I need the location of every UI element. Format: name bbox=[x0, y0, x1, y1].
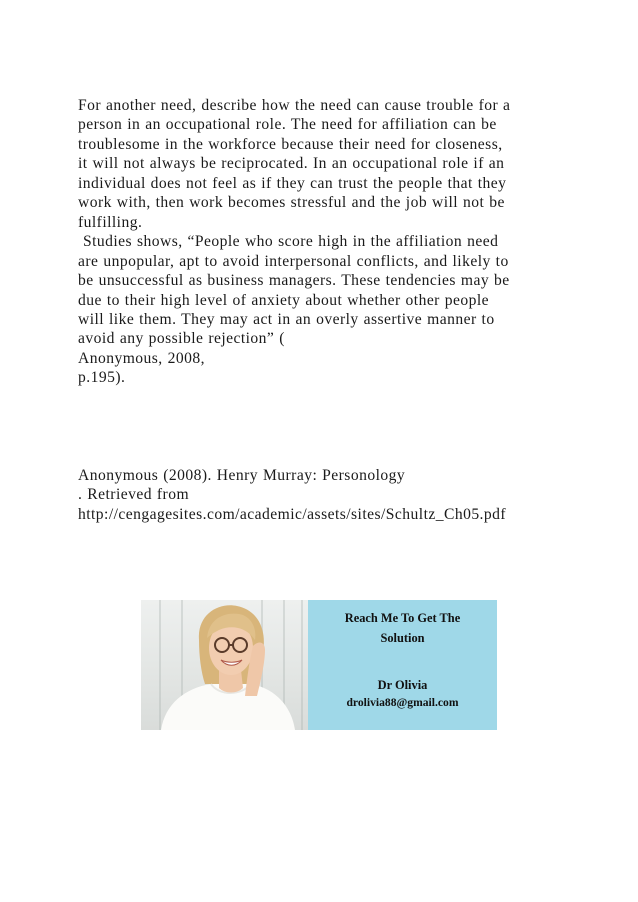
paragraph-line: troublesome in the workforce because their need for closeness, bbox=[78, 135, 503, 153]
promo-headline-2: Solution bbox=[380, 631, 425, 645]
reference-retrieved-line: . Retrieved from bbox=[78, 486, 190, 504]
paragraph-line: be unsuccessful as business managers. These tendencies may be bbox=[78, 272, 510, 290]
paragraph-line: it will not always be reciprocated. In an occupational role if an bbox=[78, 155, 505, 173]
paragraph-line: are unpopular, apt to avoid interpersonal conflicts, and likely to bbox=[78, 252, 509, 270]
contact-email[interactable]: drolivia88@gmail.com bbox=[346, 696, 459, 709]
paragraph-line: due to their high level of anxiety about whether other people bbox=[78, 291, 490, 309]
citation-line: p.195). bbox=[78, 369, 126, 387]
promo-banner bbox=[141, 600, 497, 730]
reference-entry bbox=[78, 466, 578, 524]
woman-illustration bbox=[141, 600, 308, 730]
reference-url: http://cengagesites.com/academic/assets/sites/Schultz_Ch05.pdf bbox=[78, 505, 507, 523]
paragraph-line: individual does not feel as if they can trust the people that they bbox=[78, 174, 507, 192]
citation-line: Anonymous, 2008, bbox=[78, 349, 205, 367]
reference-title-line: Anonymous (2008). Henry Murray: Personology bbox=[78, 467, 406, 484]
paragraph-line: fulfilling. bbox=[78, 213, 143, 231]
woman-photo bbox=[141, 600, 308, 730]
paragraph-line: person in an occupational role. The need for affiliation can be bbox=[78, 116, 497, 134]
paragraph-line: For another need, describe how the need can cause trouble for a bbox=[78, 97, 511, 114]
paragraph-line: Studies shows, “People who score high in the affiliation need bbox=[78, 233, 499, 251]
paragraph-line: will like them. They may act in an overly assertive manner to bbox=[78, 310, 495, 328]
paragraph-line: work with, then work becomes stressful and the job will not be bbox=[78, 194, 505, 212]
contact-name: Dr Olivia bbox=[377, 678, 428, 692]
body-paragraph bbox=[78, 96, 578, 388]
contact-panel bbox=[308, 600, 497, 730]
promo-headline: Reach Me To Get The bbox=[344, 611, 461, 625]
paragraph-line: avoid any possible rejection” ( bbox=[78, 330, 285, 348]
